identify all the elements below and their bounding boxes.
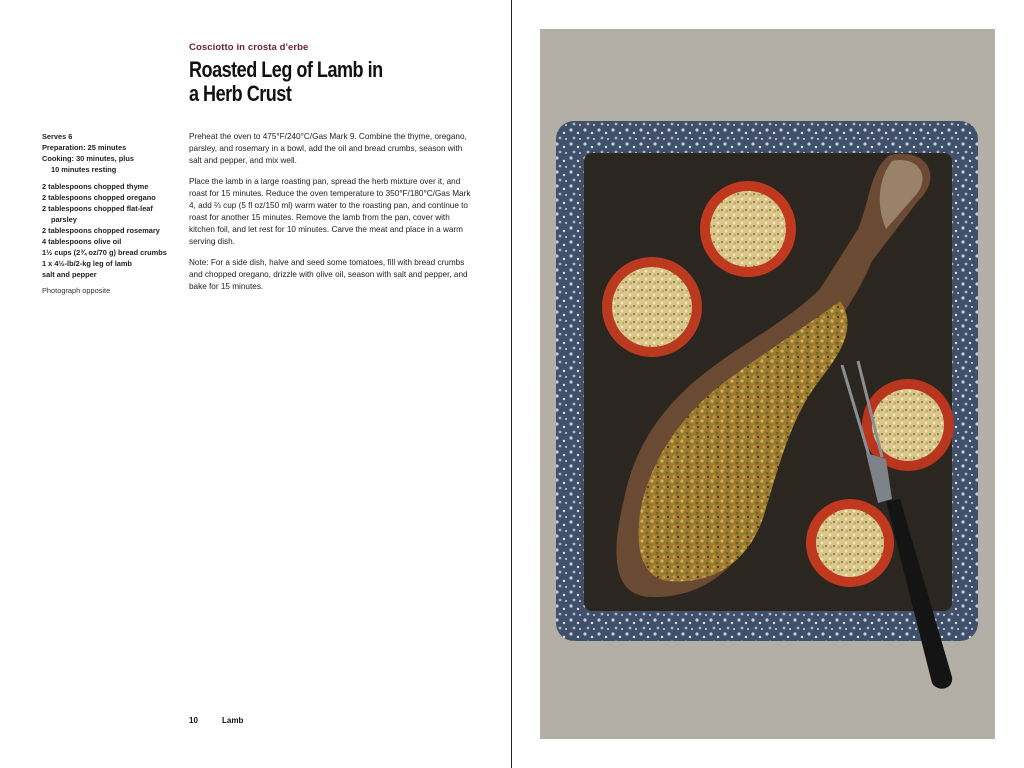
recipe-title xyxy=(189,58,435,106)
serves-text: Serves 6 xyxy=(42,132,73,141)
page-number: 10 xyxy=(189,716,198,725)
tomato-stuffing xyxy=(816,509,884,577)
ingredient-item-cont: parsley xyxy=(51,215,77,224)
ingredient-item: salt and pepper xyxy=(42,270,97,279)
ingredient-item: 2 tablespoons chopped thyme xyxy=(42,182,149,191)
recipe-title-line-2: a Herb Crust xyxy=(189,81,292,106)
ingredient-item: 4 tablespoons olive oil xyxy=(42,237,122,246)
ingredient-item: 2 tablespoons chopped rosemary xyxy=(42,226,160,235)
ingredient-item: 1½ cups (2¾ oz/70 g) bread crumbs xyxy=(42,248,167,257)
roast-lamb-illustration xyxy=(540,29,995,739)
section-name: Lamb xyxy=(222,716,244,725)
method-paragraph: Place the lamb in a large roasting pan, spread the herb mixture over it, and roast for 15 minutes. Reduce the oven temperature to 350°F/180°C/Gas Mark 4, add ⅔ cup (5 fl oz/150 ml) warm water to the roasting pan, and continue to roast for another 15 minutes. Remove the lamb from the pan, cover with kitchen foil, and let rest for 10 minutes. Carve the meat and place in a warm serving dish. xyxy=(189,177,471,246)
ingredient-item: 2 tablespoons chopped flat-leaf xyxy=(42,204,153,213)
roast-lamb-photo xyxy=(540,29,995,739)
tomato-stuffing xyxy=(872,389,944,461)
ingredient-list xyxy=(42,181,182,280)
tomato-stuffing xyxy=(612,267,692,347)
method-text xyxy=(189,131,474,302)
cooking-text-cont: 10 minutes resting xyxy=(51,165,117,174)
preparation-text: Preparation: 25 minutes xyxy=(42,143,127,152)
cooking-text: Cooking: 30 minutes, plus xyxy=(42,154,134,163)
tomato-stuffing xyxy=(710,191,786,267)
ingredient-item: 1 x 4½-lb/2-kg leg of lamb xyxy=(42,259,132,268)
recipe-title-line-1: Roasted Leg of Lamb in xyxy=(189,57,383,82)
photo-note: Photograph opposite xyxy=(42,286,111,295)
ingredient-item: 2 tablespoons chopped oregano xyxy=(42,193,156,202)
recipe-italian-name: Cosciotto in crosta d'erbe xyxy=(189,42,309,53)
recipe-meta xyxy=(42,131,187,175)
method-note: Note: For a side dish, halve and seed some tomatoes, fill with bread crumbs and chopped oregano, drizzle with olive oil, season with salt and pepper, and bake for 15 minutes. xyxy=(189,258,468,291)
method-paragraph: Preheat the oven to 475°F/240°C/Gas Mark 9. Combine the thyme, oregano, parsley, and rosemary in a bowl, add the oil and bread crumbs, season with salt and pepper, and mix well. xyxy=(189,132,467,165)
